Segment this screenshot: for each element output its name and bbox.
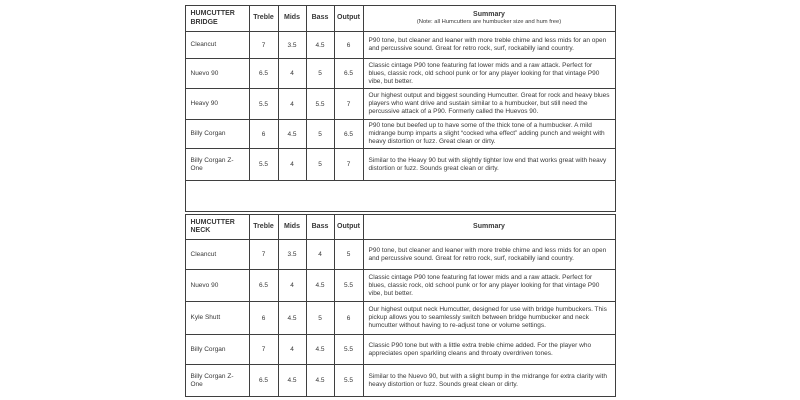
table-row xyxy=(186,31,615,58)
output-value: 7 xyxy=(334,89,363,119)
table-row xyxy=(186,148,615,180)
mids-value: 4 xyxy=(278,270,306,301)
pickup-name: Billy Corgan xyxy=(190,130,226,137)
pickup-name: Heavy 90 xyxy=(190,100,218,107)
table-row xyxy=(186,58,615,88)
summary-text: Similar to the Nuevo 90, but with a slight bump in the midrange for extra clarity with heavy distortion or fuzz. Sounds great clean or dirty. xyxy=(363,365,615,396)
treble-value: 7 xyxy=(249,240,278,269)
mids-value: 3.5 xyxy=(278,240,306,269)
bridge-header-row xyxy=(186,6,615,31)
output-value: 5 xyxy=(334,240,363,269)
summary-text: Classic cintage P90 tone featuring fat lower mids and a raw attack. Perfect for blues, classic rock, old school punk or for any player looking for that vintage P90 vibe, but better. xyxy=(363,59,615,88)
output-value: 6.5 xyxy=(334,59,363,88)
output-value: 5.5 xyxy=(334,270,363,301)
bass-value: 5 xyxy=(306,120,334,148)
bridge-table-title: HUMCUTTER BRIDGE xyxy=(190,10,235,26)
summary-text: Similar to the Heavy 90 but with slightly tighter low end that works great with heavy distortion or fuzz. Sounds great clean or dirty. xyxy=(363,149,615,180)
bridge-table xyxy=(185,5,616,212)
output-value: 6 xyxy=(334,302,363,334)
treble-value: 6.5 xyxy=(249,270,278,301)
summary-header-note: (Note: all Humcutters are humbucker size and hum free) xyxy=(416,19,562,26)
mids-value: 4.5 xyxy=(278,302,306,334)
summary-text: P90 tone, but cleaner and leaner with more treble chime and less mids for an open and percussive sound. Great for retro rock, surf, rockabilly iand country. xyxy=(363,240,615,269)
pickup-name: Nuevo 90 xyxy=(190,281,219,289)
column-header-bass: Bass xyxy=(306,215,334,239)
summary-header-label: Summary xyxy=(473,10,505,18)
mids-value: 4.5 xyxy=(278,120,306,148)
treble-value: 6 xyxy=(249,302,278,334)
bass-value: 4.5 xyxy=(306,365,334,396)
table-row xyxy=(186,88,615,119)
column-header-bass: Bass xyxy=(306,6,334,31)
summary-text: Classic P90 tone but with a little extra treble chime added. For the player who appreciates open sparkling cleans and throaty overdriven tones. xyxy=(363,335,615,364)
column-header-treble: Treble xyxy=(249,6,278,31)
bass-value: 5.5 xyxy=(306,89,334,119)
neck-table xyxy=(185,214,616,397)
column-header-mids: Mids xyxy=(278,6,306,31)
mids-value: 4.5 xyxy=(278,365,306,396)
bass-value: 4.5 xyxy=(306,32,334,58)
pickup-name: Billy Corgan xyxy=(190,345,226,353)
column-header-output: Output xyxy=(334,215,363,239)
pickup-name: Cleancut xyxy=(190,250,217,258)
column-header-mids: Mids xyxy=(278,215,306,239)
bass-value: 5 xyxy=(306,149,334,180)
summary-header-label: Summary xyxy=(473,222,505,230)
spacer-row xyxy=(186,180,615,211)
bass-value: 5 xyxy=(306,59,334,88)
mids-value: 3.5 xyxy=(278,32,306,58)
pickup-spec-document xyxy=(185,0,616,397)
spacer-cell xyxy=(186,181,615,211)
table-row xyxy=(186,269,615,301)
pickup-name: Nuevo 90 xyxy=(190,69,219,77)
column-header-summary xyxy=(363,215,615,239)
treble-value: 5.5 xyxy=(249,149,278,180)
column-header-treble: Treble xyxy=(249,215,278,239)
treble-value: 6 xyxy=(249,120,278,148)
treble-value: 7 xyxy=(249,335,278,364)
table-row xyxy=(186,301,615,334)
table-row xyxy=(186,119,615,148)
treble-value: 5.5 xyxy=(249,89,278,119)
summary-text: Our highest output and biggest sounding Humcutter. Great for rock and heavy blues players who want drive and sustain similar to a humbucker, but still need the percussive attack of a P90. Formerly called the Huevos 90. xyxy=(363,89,615,119)
mids-value: 4 xyxy=(278,59,306,88)
summary-text: Classic cintage P90 tone featuring fat lower mids and a raw attack. Perfect for blues, classic rock, old school punk or for any player looking for that vintage P90 vibe, but better. xyxy=(363,270,615,301)
summary-text: P90 tone but beefed up to have some of the thick tone of a humbucker. A mild midrange bump imparts a slight “cocked wha effect” adding punch and weight with heavy distortion or fuzz. Great clean or dirty. xyxy=(363,120,615,148)
table-row xyxy=(186,334,615,364)
treble-value: 7 xyxy=(249,32,278,58)
output-value: 7 xyxy=(334,149,363,180)
treble-value: 6.5 xyxy=(249,365,278,396)
pickup-name: Billy Corgan Z-One xyxy=(190,156,234,172)
pickup-name: Cleancut xyxy=(190,41,217,48)
output-value: 6.5 xyxy=(334,120,363,148)
mids-value: 4 xyxy=(278,149,306,180)
column-header-output: Output xyxy=(334,6,363,31)
pickup-name: Billy Corgan Z-One xyxy=(190,372,234,388)
table-row xyxy=(186,364,615,396)
output-value: 5.5 xyxy=(334,365,363,396)
mids-value: 4 xyxy=(278,89,306,119)
summary-text: P90 tone, but cleaner and leaner with more treble chime and less mids for an open and percussive sound. Great for retro rock, surf, rockabilly iand country. xyxy=(363,32,615,58)
bass-value: 4 xyxy=(306,240,334,269)
neck-header-row xyxy=(186,215,615,239)
bass-value: 4.5 xyxy=(306,335,334,364)
neck-table-title: HUMCUTTER NECK xyxy=(190,218,235,234)
bass-value: 4.5 xyxy=(306,270,334,301)
pickup-name: Kyle Shutt xyxy=(190,314,221,321)
column-header-summary xyxy=(363,6,615,31)
summary-text: Our highest output neck Humcutter, designed for use with bridge humbuckers. This pickup allows you to seamlessly switch between bridge humbucker and neck humcutter without having to re-adjust tone or volume settings. xyxy=(363,302,615,334)
bass-value: 5 xyxy=(306,302,334,334)
output-value: 5.5 xyxy=(334,335,363,364)
mids-value: 4 xyxy=(278,335,306,364)
treble-value: 6.5 xyxy=(249,59,278,88)
output-value: 6 xyxy=(334,32,363,58)
table-row xyxy=(186,239,615,269)
